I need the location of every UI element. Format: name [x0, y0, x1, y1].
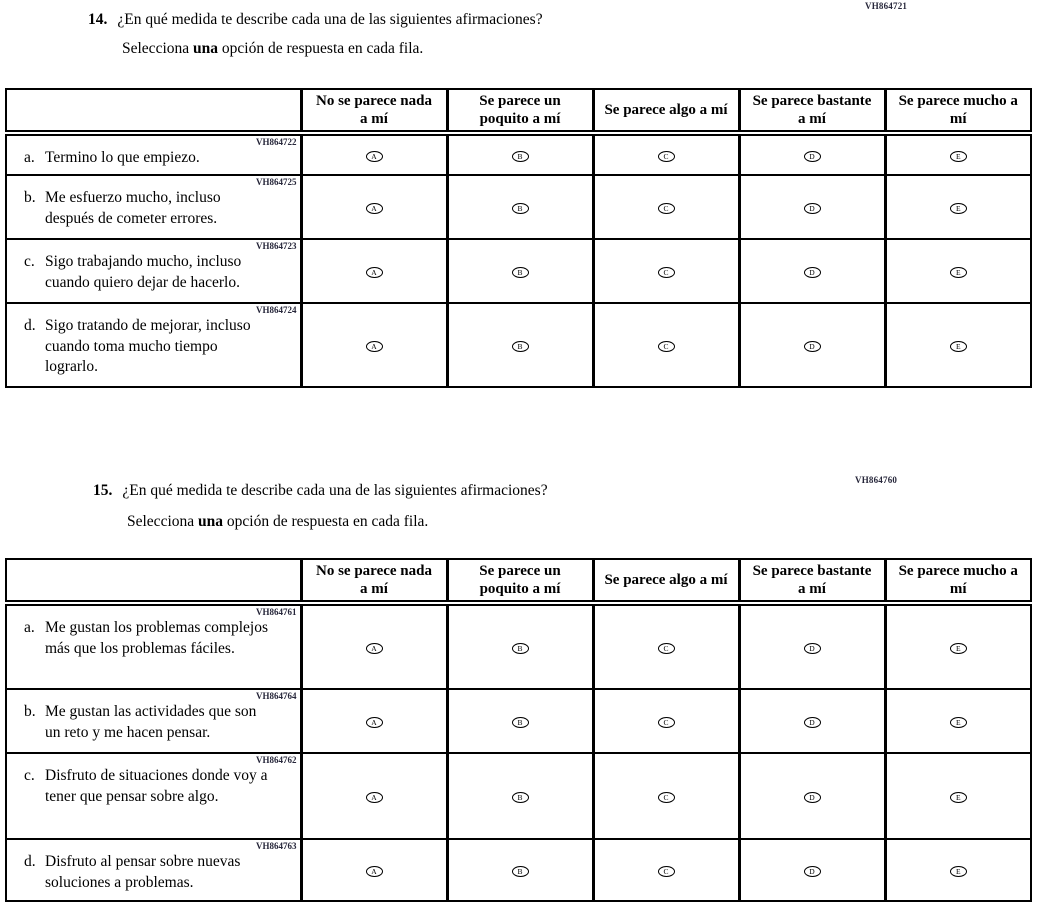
option-A-bubble[interactable]: A — [366, 341, 383, 352]
column-header: No se parece nada a mí — [301, 89, 447, 133]
option-E-bubble[interactable]: E — [950, 792, 967, 803]
statement-text: Disfruto al pensar sobre nuevas soluciones a problemas. — [45, 853, 241, 891]
question-14-prompt — [88, 11, 543, 29]
option-cell — [885, 303, 1031, 387]
option-cell — [447, 839, 593, 901]
column-header: Se parece bastante a mí — [739, 559, 885, 603]
option-E-bubble[interactable]: E — [950, 717, 967, 728]
option-E-bubble[interactable]: E — [950, 643, 967, 654]
option-cell — [593, 603, 739, 689]
statement-row — [6, 689, 1031, 753]
item-accession-code: VH864763 — [256, 841, 297, 851]
column-header: Se parece bastante a mí — [739, 89, 885, 133]
statement-text: Sigo tratando de mejorar, incluso cuando toma mucho tiempo lograrlo. — [45, 317, 251, 375]
option-D-bubble[interactable]: D — [804, 792, 821, 803]
statement-row — [6, 239, 1031, 303]
option-D-bubble[interactable]: D — [804, 151, 821, 162]
option-B-bubble[interactable]: B — [512, 717, 529, 728]
option-A-bubble[interactable]: A — [366, 866, 383, 877]
option-cell — [301, 133, 447, 175]
header-row — [6, 559, 1031, 603]
option-E-bubble[interactable]: E — [950, 866, 967, 877]
statement-letter: b. — [24, 189, 36, 206]
option-C-bubble[interactable]: C — [658, 643, 675, 654]
option-cell — [739, 239, 885, 303]
option-cell — [885, 603, 1031, 689]
option-cell — [739, 753, 885, 839]
item-accession-code: VH864723 — [256, 241, 297, 251]
option-B-bubble[interactable]: B — [512, 203, 529, 214]
option-D-bubble[interactable]: D — [804, 203, 821, 214]
instruction-bold-word: una — [193, 40, 219, 57]
option-cell — [593, 839, 739, 901]
option-cell — [739, 175, 885, 239]
statement-text: Me gustan los problemas complejos más que los problemas fáciles. — [45, 619, 268, 657]
statement-cell — [6, 239, 301, 303]
question-14-instruction — [122, 40, 423, 58]
option-cell — [885, 239, 1031, 303]
option-B-bubble[interactable]: B — [512, 643, 529, 654]
statement-text: Me esfuerzo mucho, incluso después de cometer errores. — [45, 189, 221, 227]
option-cell — [593, 239, 739, 303]
response-grid-q14 — [5, 88, 1032, 388]
question-15-prompt-text: ¿En qué medida te describe cada una de las siguientes afirmaciones? — [122, 482, 548, 499]
option-D-bubble[interactable]: D — [804, 267, 821, 278]
option-A-bubble[interactable]: A — [366, 717, 383, 728]
corner-cell — [6, 559, 301, 603]
option-D-bubble[interactable]: D — [804, 866, 821, 877]
column-header: Se parece un poquito a mí — [447, 559, 593, 603]
option-E-bubble[interactable]: E — [950, 341, 967, 352]
item-accession-code: VH864724 — [256, 305, 297, 315]
instruction-text: Selecciona — [122, 40, 194, 57]
statement-row — [6, 133, 1031, 175]
option-cell — [301, 603, 447, 689]
option-B-bubble[interactable]: B — [512, 151, 529, 162]
option-cell — [739, 603, 885, 689]
option-cell — [301, 175, 447, 239]
question-14-accession-code: VH864721 — [865, 1, 908, 11]
option-E-bubble[interactable]: E — [950, 203, 967, 214]
option-B-bubble[interactable]: B — [512, 866, 529, 877]
column-header: Se parece mucho a mí — [885, 89, 1031, 133]
statement-text: Disfruto de situaciones donde voy a tener que pensar sobre algo. — [45, 767, 268, 805]
option-cell — [885, 689, 1031, 753]
instruction-text: Selecciona — [127, 513, 199, 530]
statement-row — [6, 839, 1031, 901]
instruction-text: opción de respuesta en cada fila. — [218, 40, 424, 57]
option-cell — [593, 303, 739, 387]
column-header: Se parece algo a mí — [593, 89, 739, 133]
instruction-text: opción de respuesta en cada fila. — [223, 513, 429, 530]
question-15-accession-code: VH864760 — [855, 475, 898, 485]
option-C-bubble[interactable]: C — [658, 267, 675, 278]
statement-cell — [6, 603, 301, 689]
column-header: No se parece nada a mí — [301, 559, 447, 603]
option-cell — [885, 133, 1031, 175]
option-A-bubble[interactable]: A — [366, 203, 383, 214]
option-A-bubble[interactable]: A — [366, 643, 383, 654]
option-B-bubble[interactable]: B — [512, 341, 529, 352]
option-D-bubble[interactable]: D — [804, 341, 821, 352]
option-cell — [301, 753, 447, 839]
statement-text: Me gustan las actividades que son un reto y me hacen pensar. — [45, 703, 257, 741]
statement-cell — [6, 753, 301, 839]
item-accession-code: VH864722 — [256, 137, 297, 147]
option-C-bubble[interactable]: C — [658, 717, 675, 728]
option-cell — [447, 133, 593, 175]
statement-letter: c. — [24, 767, 35, 784]
option-cell — [885, 175, 1031, 239]
question-15-instruction — [127, 513, 428, 531]
option-E-bubble[interactable]: E — [950, 151, 967, 162]
option-cell — [447, 175, 593, 239]
column-header: Se parece mucho a mí — [885, 559, 1031, 603]
item-accession-code: VH864762 — [256, 755, 297, 765]
option-A-bubble[interactable]: A — [366, 792, 383, 803]
item-accession-code: VH864725 — [256, 177, 297, 187]
statement-row — [6, 753, 1031, 839]
option-A-bubble[interactable]: A — [366, 267, 383, 278]
option-cell — [593, 753, 739, 839]
statement-cell — [6, 175, 301, 239]
option-cell — [447, 689, 593, 753]
option-cell — [301, 303, 447, 387]
column-header: Se parece algo a mí — [593, 559, 739, 603]
option-C-bubble[interactable]: C — [658, 866, 675, 877]
option-cell — [447, 303, 593, 387]
option-cell — [447, 603, 593, 689]
header-row — [6, 89, 1031, 133]
option-cell — [301, 239, 447, 303]
statement-cell — [6, 133, 301, 175]
option-cell — [593, 175, 739, 239]
statement-cell — [6, 839, 301, 901]
question-14-number: 14. — [88, 11, 108, 28]
statement-letter: d. — [24, 853, 36, 870]
option-cell — [885, 839, 1031, 901]
option-cell — [739, 839, 885, 901]
instruction-bold-word: una — [198, 513, 224, 530]
option-C-bubble[interactable]: C — [658, 203, 675, 214]
option-B-bubble[interactable]: B — [512, 792, 529, 803]
question-15-number: 15. — [93, 482, 113, 499]
option-cell — [447, 239, 593, 303]
response-grid-q15 — [5, 558, 1032, 902]
option-cell — [593, 689, 739, 753]
statement-letter: a. — [24, 149, 35, 166]
option-C-bubble[interactable]: C — [658, 792, 675, 803]
question-15-prompt — [93, 482, 548, 500]
option-cell — [301, 689, 447, 753]
statement-letter: c. — [24, 253, 35, 270]
option-D-bubble[interactable]: D — [804, 643, 821, 654]
option-cell — [885, 753, 1031, 839]
item-accession-code: VH864764 — [256, 691, 297, 701]
column-header: Se parece un poquito a mí — [447, 89, 593, 133]
statement-row — [6, 303, 1031, 387]
statement-text: Termino lo que empiezo. — [45, 149, 200, 166]
statement-cell — [6, 303, 301, 387]
statement-row — [6, 175, 1031, 239]
option-B-bubble[interactable]: B — [512, 267, 529, 278]
statement-letter: a. — [24, 619, 35, 636]
option-C-bubble[interactable]: C — [658, 151, 675, 162]
option-cell — [447, 753, 593, 839]
statement-text: Sigo trabajando mucho, incluso cuando quiero dejar de hacerlo. — [45, 253, 242, 291]
corner-cell — [6, 89, 301, 133]
option-cell — [301, 839, 447, 901]
option-cell — [739, 689, 885, 753]
option-A-bubble[interactable]: A — [366, 151, 383, 162]
statement-letter: d. — [24, 317, 36, 334]
option-cell — [739, 303, 885, 387]
option-cell — [739, 133, 885, 175]
statement-letter: b. — [24, 703, 36, 720]
option-D-bubble[interactable]: D — [804, 717, 821, 728]
option-cell — [593, 133, 739, 175]
question-14-prompt-text: ¿En qué medida te describe cada una de las siguientes afirmaciones? — [117, 11, 543, 28]
item-accession-code: VH864761 — [256, 607, 297, 617]
statement-row — [6, 603, 1031, 689]
statement-cell — [6, 689, 301, 753]
option-C-bubble[interactable]: C — [658, 341, 675, 352]
option-E-bubble[interactable]: E — [950, 267, 967, 278]
